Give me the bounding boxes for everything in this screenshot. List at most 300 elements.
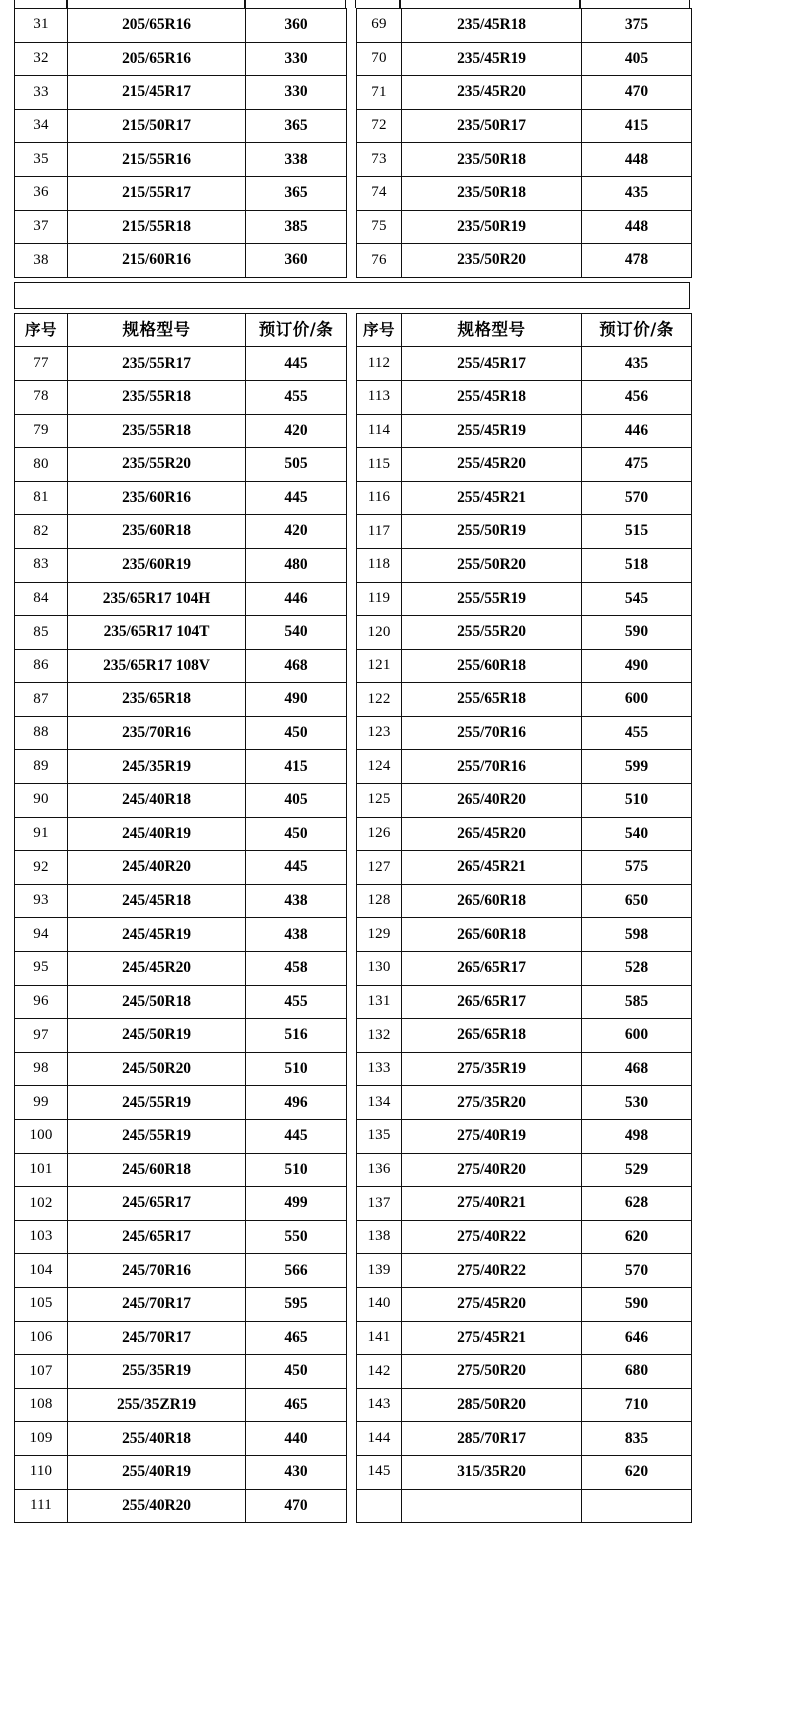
table-row bbox=[357, 143, 692, 177]
row-price: 330 bbox=[246, 42, 347, 76]
row-specification: 245/45R19 bbox=[68, 918, 246, 952]
table-row bbox=[15, 851, 347, 885]
row-specification: 205/65R16 bbox=[68, 42, 246, 76]
table-header-row-left bbox=[15, 313, 347, 347]
table-row bbox=[15, 143, 347, 177]
table-row bbox=[15, 918, 347, 952]
row-specification: 235/70R16 bbox=[68, 716, 246, 750]
table-row bbox=[15, 1086, 347, 1120]
row-specification: 275/35R20 bbox=[402, 1086, 582, 1120]
row-serial-number: 89 bbox=[15, 750, 68, 784]
table-row bbox=[357, 1086, 692, 1120]
row-specification: 245/40R19 bbox=[68, 817, 246, 851]
row-specification: 275/35R19 bbox=[402, 1052, 582, 1086]
row-specification: 235/50R19 bbox=[402, 210, 582, 244]
row-specification: 255/55R20 bbox=[402, 616, 582, 650]
row-serial-number: 84 bbox=[15, 582, 68, 616]
row-price: 470 bbox=[246, 1489, 347, 1523]
row-price: 600 bbox=[582, 683, 692, 717]
row-serial-number: 74 bbox=[357, 176, 402, 210]
table-row bbox=[357, 481, 692, 515]
row-specification: 265/60R18 bbox=[402, 918, 582, 952]
table-row bbox=[15, 1153, 347, 1187]
row-serial-number: 97 bbox=[15, 1019, 68, 1053]
row-specification: 275/40R21 bbox=[402, 1187, 582, 1221]
row-serial-number: 36 bbox=[15, 176, 68, 210]
row-serial-number: 38 bbox=[15, 244, 68, 278]
row-specification: 255/45R21 bbox=[402, 481, 582, 515]
row-specification: 265/65R18 bbox=[402, 1019, 582, 1053]
row-specification: 315/35R20 bbox=[402, 1455, 582, 1489]
row-price: 540 bbox=[246, 616, 347, 650]
row-specification: 275/45R21 bbox=[402, 1321, 582, 1355]
table-row bbox=[15, 1355, 347, 1389]
row-specification: 235/50R17 bbox=[402, 109, 582, 143]
row-serial-number: 99 bbox=[15, 1086, 68, 1120]
table-row bbox=[357, 1153, 692, 1187]
row-specification: 275/45R20 bbox=[402, 1287, 582, 1321]
row-specification: 255/45R17 bbox=[402, 347, 582, 381]
row-price: 498 bbox=[582, 1120, 692, 1154]
row-specification: 245/70R16 bbox=[68, 1254, 246, 1288]
row-specification: 255/40R20 bbox=[68, 1489, 246, 1523]
row-serial-number: 69 bbox=[357, 9, 402, 43]
row-price: 585 bbox=[582, 985, 692, 1019]
row-price: 516 bbox=[246, 1019, 347, 1053]
row-specification: 245/50R19 bbox=[68, 1019, 246, 1053]
page-bottom-whitespace bbox=[0, 1523, 800, 1703]
row-specification: 245/40R18 bbox=[68, 784, 246, 818]
row-price: 510 bbox=[582, 784, 692, 818]
table-row bbox=[357, 817, 692, 851]
row-serial-number: 80 bbox=[15, 448, 68, 482]
row-price: 415 bbox=[246, 750, 347, 784]
row-price: 455 bbox=[246, 985, 347, 1019]
row-serial-number: 144 bbox=[357, 1422, 402, 1456]
row-specification: 255/40R18 bbox=[68, 1422, 246, 1456]
column-header-no: 序号 bbox=[15, 313, 68, 347]
row-price: 465 bbox=[246, 1388, 347, 1422]
row-specification: 235/60R18 bbox=[68, 515, 246, 549]
row-specification: 245/45R18 bbox=[68, 884, 246, 918]
row-serial-number: 126 bbox=[357, 817, 402, 851]
column-header-spec: 规格型号 bbox=[402, 313, 582, 347]
row-price: 570 bbox=[582, 481, 692, 515]
table-row bbox=[15, 1321, 347, 1355]
row-serial-number: 136 bbox=[357, 1153, 402, 1187]
row-price: 360 bbox=[246, 244, 347, 278]
row-specification: 235/55R18 bbox=[68, 380, 246, 414]
table-row bbox=[357, 1254, 692, 1288]
row-serial-number: 119 bbox=[357, 582, 402, 616]
row-price: 478 bbox=[582, 244, 692, 278]
table-row bbox=[357, 1220, 692, 1254]
table-row bbox=[15, 649, 347, 683]
table-row bbox=[15, 716, 347, 750]
table-row bbox=[15, 210, 347, 244]
row-price: 590 bbox=[582, 616, 692, 650]
row-price: 510 bbox=[246, 1153, 347, 1187]
row-specification: 255/70R16 bbox=[402, 716, 582, 750]
table-row bbox=[15, 1489, 347, 1523]
row-specification: 265/65R17 bbox=[402, 985, 582, 1019]
row-serial-number: 105 bbox=[15, 1287, 68, 1321]
row-serial-number: 110 bbox=[15, 1455, 68, 1489]
row-price: 415 bbox=[582, 109, 692, 143]
table-row bbox=[15, 750, 347, 784]
row-serial-number: 86 bbox=[15, 649, 68, 683]
row-serial-number: 112 bbox=[357, 347, 402, 381]
row-serial-number: 123 bbox=[357, 716, 402, 750]
row-price: 620 bbox=[582, 1455, 692, 1489]
row-serial-number: 131 bbox=[357, 985, 402, 1019]
row-specification: 255/45R19 bbox=[402, 414, 582, 448]
column-header-spec: 规格型号 bbox=[68, 313, 246, 347]
row-serial-number: 79 bbox=[15, 414, 68, 448]
table-row bbox=[357, 42, 692, 76]
row-serial-number: 103 bbox=[15, 1220, 68, 1254]
row-serial-number: 72 bbox=[357, 109, 402, 143]
table-row bbox=[15, 784, 347, 818]
row-price: 680 bbox=[582, 1355, 692, 1389]
row-specification: 245/70R17 bbox=[68, 1287, 246, 1321]
row-price: 448 bbox=[582, 210, 692, 244]
table-row bbox=[357, 918, 692, 952]
row-price: 446 bbox=[582, 414, 692, 448]
row-price: 628 bbox=[582, 1187, 692, 1221]
table-row bbox=[15, 548, 347, 582]
row-specification: 245/55R19 bbox=[68, 1120, 246, 1154]
row-price: 405 bbox=[246, 784, 347, 818]
row-price: 528 bbox=[582, 952, 692, 986]
row-specification: 245/40R20 bbox=[68, 851, 246, 885]
table-row bbox=[15, 515, 347, 549]
row-specification: 235/45R18 bbox=[402, 9, 582, 43]
table-bottom-left bbox=[14, 313, 347, 1523]
row-price: 455 bbox=[246, 380, 347, 414]
table-top-right bbox=[356, 8, 692, 278]
row-price: 490 bbox=[246, 683, 347, 717]
row-price: 475 bbox=[582, 448, 692, 482]
row-serial-number: 113 bbox=[357, 380, 402, 414]
row-price: 595 bbox=[246, 1287, 347, 1321]
row-price: 505 bbox=[246, 448, 347, 482]
table-row bbox=[357, 515, 692, 549]
table-row bbox=[15, 1220, 347, 1254]
row-price: 458 bbox=[246, 952, 347, 986]
row-specification: 285/50R20 bbox=[402, 1388, 582, 1422]
row-serial-number: 78 bbox=[15, 380, 68, 414]
row-serial-number: 135 bbox=[357, 1120, 402, 1154]
row-specification: 215/60R16 bbox=[68, 244, 246, 278]
row-specification: 275/40R20 bbox=[402, 1153, 582, 1187]
row-specification: 205/65R16 bbox=[68, 9, 246, 43]
table-row bbox=[15, 1455, 347, 1489]
table-row bbox=[357, 1355, 692, 1389]
row-price: 375 bbox=[582, 9, 692, 43]
row-specification: 215/55R16 bbox=[68, 143, 246, 177]
row-specification: 215/55R18 bbox=[68, 210, 246, 244]
row-serial-number: 107 bbox=[15, 1355, 68, 1389]
table-row bbox=[15, 952, 347, 986]
row-specification: 235/45R19 bbox=[402, 42, 582, 76]
row-specification: 255/55R19 bbox=[402, 582, 582, 616]
row-price: 599 bbox=[582, 750, 692, 784]
row-serial-number: 70 bbox=[357, 42, 402, 76]
table-row bbox=[357, 548, 692, 582]
row-serial-number: 130 bbox=[357, 952, 402, 986]
table-row bbox=[357, 1422, 692, 1456]
row-serial-number: 77 bbox=[15, 347, 68, 381]
table-row bbox=[15, 683, 347, 717]
row-specification: 255/40R19 bbox=[68, 1455, 246, 1489]
row-serial-number: 91 bbox=[15, 817, 68, 851]
row-serial-number: 111 bbox=[15, 1489, 68, 1523]
row-price: 468 bbox=[582, 1052, 692, 1086]
row-serial-number: 31 bbox=[15, 9, 68, 43]
row-serial-number: 32 bbox=[15, 42, 68, 76]
table-row bbox=[357, 716, 692, 750]
row-price: 446 bbox=[246, 582, 347, 616]
row-specification: 255/60R18 bbox=[402, 649, 582, 683]
row-price: 480 bbox=[246, 548, 347, 582]
row-price: 650 bbox=[582, 884, 692, 918]
row-specification: 255/35ZR19 bbox=[68, 1388, 246, 1422]
row-serial-number: 73 bbox=[357, 143, 402, 177]
row-serial-number: 129 bbox=[357, 918, 402, 952]
row-price: 420 bbox=[246, 414, 347, 448]
clipped-top-row bbox=[0, 0, 800, 8]
row-price: 330 bbox=[246, 76, 347, 110]
table-row bbox=[15, 884, 347, 918]
row-serial-number: 83 bbox=[15, 548, 68, 582]
row-price: 455 bbox=[582, 716, 692, 750]
row-specification: 215/50R17 bbox=[68, 109, 246, 143]
row-serial-number: 143 bbox=[357, 1388, 402, 1422]
table-header-row-right bbox=[357, 313, 692, 347]
row-specification: 255/50R20 bbox=[402, 548, 582, 582]
row-serial-number: 125 bbox=[357, 784, 402, 818]
row-price: 499 bbox=[246, 1187, 347, 1221]
table-row bbox=[15, 1422, 347, 1456]
table-row bbox=[15, 817, 347, 851]
row-serial-number: 141 bbox=[357, 1321, 402, 1355]
table-block-top bbox=[0, 8, 800, 278]
row-serial-number: 76 bbox=[357, 244, 402, 278]
row-specification: 235/55R18 bbox=[68, 414, 246, 448]
row-serial-number: 142 bbox=[357, 1355, 402, 1389]
row-price: 420 bbox=[246, 515, 347, 549]
table-row bbox=[357, 851, 692, 885]
row-price: 465 bbox=[246, 1321, 347, 1355]
separator-band bbox=[14, 282, 690, 309]
table-row bbox=[357, 109, 692, 143]
row-specification: 275/40R22 bbox=[402, 1254, 582, 1288]
table-row bbox=[357, 9, 692, 43]
row-serial-number: 122 bbox=[357, 683, 402, 717]
row-price: 445 bbox=[246, 347, 347, 381]
row-serial-number: 87 bbox=[15, 683, 68, 717]
row-price: 530 bbox=[582, 1086, 692, 1120]
row-price: 440 bbox=[246, 1422, 347, 1456]
row-serial-number: 88 bbox=[15, 716, 68, 750]
row-price: 445 bbox=[246, 481, 347, 515]
row-serial-number: 106 bbox=[15, 1321, 68, 1355]
row-specification: 245/60R18 bbox=[68, 1153, 246, 1187]
row-price: 435 bbox=[582, 176, 692, 210]
row-serial-number: 104 bbox=[15, 1254, 68, 1288]
row-specification: 235/65R17 104H bbox=[68, 582, 246, 616]
row-serial-number: 85 bbox=[15, 616, 68, 650]
row-price: 598 bbox=[582, 918, 692, 952]
table-row bbox=[357, 347, 692, 381]
table-row bbox=[15, 244, 347, 278]
row-specification: 235/50R18 bbox=[402, 143, 582, 177]
row-serial-number: 133 bbox=[357, 1052, 402, 1086]
row-price: 405 bbox=[582, 42, 692, 76]
row-price: 496 bbox=[246, 1086, 347, 1120]
table-row bbox=[15, 1254, 347, 1288]
row-price: 835 bbox=[582, 1422, 692, 1456]
table-row bbox=[15, 1120, 347, 1154]
table-row bbox=[15, 582, 347, 616]
table-row bbox=[15, 1052, 347, 1086]
row-serial-number: 140 bbox=[357, 1287, 402, 1321]
row-specification: 235/50R20 bbox=[402, 244, 582, 278]
row-price bbox=[582, 1489, 692, 1523]
row-serial-number: 100 bbox=[15, 1120, 68, 1154]
row-specification: 235/50R18 bbox=[402, 176, 582, 210]
row-serial-number: 115 bbox=[357, 448, 402, 482]
row-serial-number: 82 bbox=[15, 515, 68, 549]
row-specification: 235/55R17 bbox=[68, 347, 246, 381]
row-price: 338 bbox=[246, 143, 347, 177]
table-row bbox=[357, 750, 692, 784]
row-price: 456 bbox=[582, 380, 692, 414]
column-header-price: 预订价/条 bbox=[246, 313, 347, 347]
table-row bbox=[15, 380, 347, 414]
row-price: 590 bbox=[582, 1287, 692, 1321]
clipped-top-row-left bbox=[14, 0, 346, 8]
row-serial-number: 120 bbox=[357, 616, 402, 650]
row-specification: 255/65R18 bbox=[402, 683, 582, 717]
row-price: 450 bbox=[246, 1355, 347, 1389]
row-serial-number: 109 bbox=[15, 1422, 68, 1456]
table-row bbox=[15, 1187, 347, 1221]
table-row bbox=[357, 1019, 692, 1053]
table-row bbox=[15, 481, 347, 515]
row-price: 570 bbox=[582, 1254, 692, 1288]
table-row bbox=[15, 448, 347, 482]
table-row bbox=[357, 884, 692, 918]
row-specification: 245/45R20 bbox=[68, 952, 246, 986]
table-row bbox=[357, 244, 692, 278]
row-price: 620 bbox=[582, 1220, 692, 1254]
row-specification: 255/45R20 bbox=[402, 448, 582, 482]
row-serial-number: 145 bbox=[357, 1455, 402, 1489]
row-serial-number: 95 bbox=[15, 952, 68, 986]
row-price: 575 bbox=[582, 851, 692, 885]
row-price: 550 bbox=[246, 1220, 347, 1254]
row-serial-number: 124 bbox=[357, 750, 402, 784]
row-specification: 265/65R17 bbox=[402, 952, 582, 986]
table-row bbox=[357, 1321, 692, 1355]
row-price: 490 bbox=[582, 649, 692, 683]
row-serial-number: 93 bbox=[15, 884, 68, 918]
table-row bbox=[15, 109, 347, 143]
table-row bbox=[15, 1388, 347, 1422]
table-row bbox=[357, 649, 692, 683]
row-price: 430 bbox=[246, 1455, 347, 1489]
column-header-no: 序号 bbox=[357, 313, 402, 347]
row-price: 510 bbox=[246, 1052, 347, 1086]
row-serial-number: 116 bbox=[357, 481, 402, 515]
row-specification: 245/55R19 bbox=[68, 1086, 246, 1120]
row-specification: 265/60R18 bbox=[402, 884, 582, 918]
row-serial-number bbox=[357, 1489, 402, 1523]
row-price: 360 bbox=[246, 9, 347, 43]
row-serial-number: 75 bbox=[357, 210, 402, 244]
row-serial-number: 94 bbox=[15, 918, 68, 952]
row-serial-number: 101 bbox=[15, 1153, 68, 1187]
table-row bbox=[357, 616, 692, 650]
table-row bbox=[15, 176, 347, 210]
table-row bbox=[357, 76, 692, 110]
row-price: 710 bbox=[582, 1388, 692, 1422]
table-row bbox=[357, 1187, 692, 1221]
row-specification: 215/55R17 bbox=[68, 176, 246, 210]
clipped-top-row-right bbox=[355, 0, 690, 8]
table-row bbox=[357, 784, 692, 818]
row-price: 438 bbox=[246, 918, 347, 952]
row-price: 450 bbox=[246, 817, 347, 851]
row-specification: 265/45R20 bbox=[402, 817, 582, 851]
table-bottom-right bbox=[356, 313, 692, 1523]
row-price: 445 bbox=[246, 1120, 347, 1154]
row-serial-number: 117 bbox=[357, 515, 402, 549]
row-specification bbox=[402, 1489, 582, 1523]
table-row bbox=[357, 582, 692, 616]
table-row bbox=[357, 952, 692, 986]
row-specification: 275/40R22 bbox=[402, 1220, 582, 1254]
row-price: 385 bbox=[246, 210, 347, 244]
row-specification: 245/65R17 bbox=[68, 1187, 246, 1221]
column-header-price: 预订价/条 bbox=[582, 313, 692, 347]
row-price: 365 bbox=[246, 109, 347, 143]
table-row bbox=[357, 414, 692, 448]
row-price: 566 bbox=[246, 1254, 347, 1288]
row-price: 468 bbox=[246, 649, 347, 683]
row-price: 646 bbox=[582, 1321, 692, 1355]
row-serial-number: 37 bbox=[15, 210, 68, 244]
table-row bbox=[15, 1287, 347, 1321]
row-price: 445 bbox=[246, 851, 347, 885]
row-serial-number: 96 bbox=[15, 985, 68, 1019]
row-serial-number: 35 bbox=[15, 143, 68, 177]
row-specification: 215/45R17 bbox=[68, 76, 246, 110]
row-serial-number: 33 bbox=[15, 76, 68, 110]
row-serial-number: 108 bbox=[15, 1388, 68, 1422]
table-row bbox=[15, 42, 347, 76]
row-price: 540 bbox=[582, 817, 692, 851]
row-serial-number: 98 bbox=[15, 1052, 68, 1086]
table-row bbox=[357, 1120, 692, 1154]
row-price: 515 bbox=[582, 515, 692, 549]
row-specification: 265/40R20 bbox=[402, 784, 582, 818]
table-row bbox=[15, 9, 347, 43]
row-price: 545 bbox=[582, 582, 692, 616]
row-serial-number: 92 bbox=[15, 851, 68, 885]
